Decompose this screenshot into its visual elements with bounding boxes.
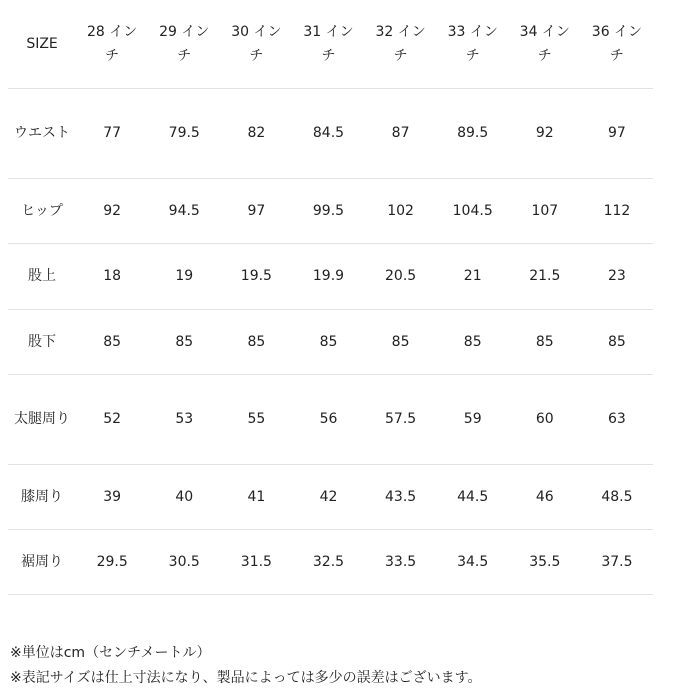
table-cell: 99.5 xyxy=(292,178,364,243)
table-cell: 43.5 xyxy=(365,464,437,529)
table-cell: 60 xyxy=(509,374,581,464)
table-cell: 89.5 xyxy=(437,88,509,178)
table-cell: 37.5 xyxy=(581,529,653,594)
row-label: 裾周り xyxy=(8,529,76,594)
table-row xyxy=(8,178,653,243)
table-cell: 85 xyxy=(581,309,653,374)
table-cell: 42 xyxy=(292,464,364,529)
row-label: ヒップ xyxy=(8,178,76,243)
table-row xyxy=(8,464,653,529)
table-cell: 84.5 xyxy=(292,88,364,178)
table-cell: 77 xyxy=(76,88,148,178)
size-chart-table xyxy=(8,0,653,595)
table-cell: 82 xyxy=(220,88,292,178)
table-cell: 85 xyxy=(148,309,220,374)
table-cell: 33.5 xyxy=(365,529,437,594)
size-notes xyxy=(10,641,482,691)
table-cell: 35.5 xyxy=(509,529,581,594)
table-cell: 85 xyxy=(509,309,581,374)
table-cell: 19.5 xyxy=(220,243,292,309)
table-cell: 29.5 xyxy=(76,529,148,594)
table-cell: 30.5 xyxy=(148,529,220,594)
table-cell: 53 xyxy=(148,374,220,464)
table-cell: 104.5 xyxy=(437,178,509,243)
table-row xyxy=(8,309,653,374)
table-cell: 79.5 xyxy=(148,88,220,178)
table-cell: 41 xyxy=(220,464,292,529)
table-cell: 85 xyxy=(365,309,437,374)
table-row xyxy=(8,243,653,309)
table-cell: 112 xyxy=(581,178,653,243)
table-cell: 20.5 xyxy=(365,243,437,309)
column-header: 34 インチ xyxy=(509,0,581,88)
table-cell: 39 xyxy=(76,464,148,529)
table-row xyxy=(8,88,653,178)
table-cell: 46 xyxy=(509,464,581,529)
table-cell: 85 xyxy=(220,309,292,374)
table-cell: 19.9 xyxy=(292,243,364,309)
column-header: 31 インチ xyxy=(292,0,364,88)
table-cell: 21.5 xyxy=(509,243,581,309)
row-label: ウエスト xyxy=(8,88,76,178)
table-cell: 97 xyxy=(581,88,653,178)
table-cell: 23 xyxy=(581,243,653,309)
row-label: 股上 xyxy=(8,243,76,309)
table-cell: 63 xyxy=(581,374,653,464)
table-cell: 34.5 xyxy=(437,529,509,594)
table-cell: 19 xyxy=(148,243,220,309)
table-cell: 56 xyxy=(292,374,364,464)
table-row xyxy=(8,374,653,464)
table-cell: 92 xyxy=(509,88,581,178)
table-cell: 94.5 xyxy=(148,178,220,243)
table-cell: 52 xyxy=(76,374,148,464)
table-cell: 59 xyxy=(437,374,509,464)
column-header: 29 インチ xyxy=(148,0,220,88)
table-cell: 48.5 xyxy=(581,464,653,529)
header-row xyxy=(8,0,653,88)
table-cell: 40 xyxy=(148,464,220,529)
table-cell: 32.5 xyxy=(292,529,364,594)
table-cell: 102 xyxy=(365,178,437,243)
table-cell: 21 xyxy=(437,243,509,309)
table-cell: 18 xyxy=(76,243,148,309)
table-cell: 85 xyxy=(76,309,148,374)
row-label: 股下 xyxy=(8,309,76,374)
table-cell: 87 xyxy=(365,88,437,178)
row-label: 膝周り xyxy=(8,464,76,529)
column-header: 32 インチ xyxy=(365,0,437,88)
column-header: 28 インチ xyxy=(76,0,148,88)
row-label: 太腿周り xyxy=(8,374,76,464)
size-corner-label: SIZE xyxy=(8,0,76,88)
table-cell: 44.5 xyxy=(437,464,509,529)
table-cell: 57.5 xyxy=(365,374,437,464)
table-cell: 31.5 xyxy=(220,529,292,594)
table-cell: 85 xyxy=(292,309,364,374)
table-cell: 107 xyxy=(509,178,581,243)
column-header: 36 インチ xyxy=(581,0,653,88)
table-cell: 85 xyxy=(437,309,509,374)
column-header: 30 インチ xyxy=(220,0,292,88)
measurement-disclaimer: ※表記サイズは仕上寸法になり、製品によっては多少の誤差はございます。 xyxy=(10,670,482,686)
table-row xyxy=(8,529,653,594)
table-cell: 97 xyxy=(220,178,292,243)
unit-note: ※単位はcm（センチメートル） xyxy=(10,645,211,661)
table-cell: 92 xyxy=(76,178,148,243)
column-header: 33 インチ xyxy=(437,0,509,88)
table-cell: 55 xyxy=(220,374,292,464)
